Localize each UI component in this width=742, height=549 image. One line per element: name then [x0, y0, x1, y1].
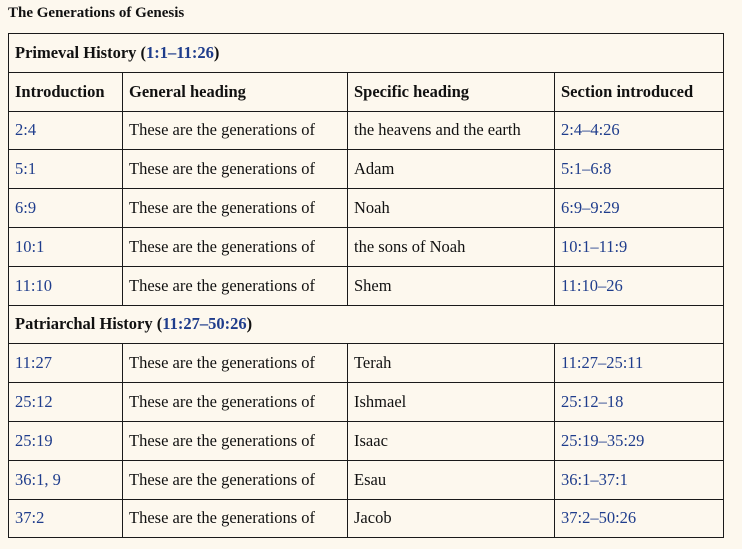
general-heading-cell: These are the generations of: [123, 344, 348, 383]
section-paren-close: ): [213, 42, 220, 62]
section-title-text: Primeval History: [15, 42, 137, 62]
header-general-heading: General heading: [123, 72, 348, 111]
table-row: [9, 344, 724, 383]
section-ref-link[interactable]: 11:27–25:11: [561, 353, 644, 373]
header-row: [9, 72, 724, 111]
table-row: [9, 499, 724, 538]
section-title-primeval: [9, 34, 724, 73]
table-row: [9, 383, 724, 422]
section-ref-link[interactable]: 6:9–9:29: [561, 198, 620, 218]
intro-ref-link[interactable]: 25:19: [15, 430, 53, 450]
intro-ref-cell: [9, 460, 123, 499]
intro-ref-link[interactable]: 2:4: [15, 120, 37, 140]
intro-ref-cell: [9, 189, 123, 228]
section-ref-cell: [555, 227, 724, 266]
section-ref-cell: [555, 460, 724, 499]
section-ref-cell: [555, 421, 724, 460]
section-title-patriarchal: [9, 305, 724, 344]
section-ref-cell: [555, 189, 724, 228]
intro-ref-cell: [9, 344, 123, 383]
general-heading-cell: These are the generations of: [123, 499, 348, 538]
intro-ref-link[interactable]: 11:27: [15, 353, 52, 373]
section-ref-cell: [555, 499, 724, 538]
header-introduction: Introduction: [9, 72, 123, 111]
table-caption: The Generations of Genesis: [8, 5, 185, 21]
general-heading-cell: These are the generations of: [123, 227, 348, 266]
intro-ref-cell: [9, 499, 123, 538]
table-body: [9, 34, 724, 538]
general-heading-cell: These are the generations of: [123, 189, 348, 228]
section-ref-cell: [555, 111, 724, 150]
specific-heading-cell: Isaac: [348, 421, 555, 460]
section-ref-cell: [555, 266, 724, 305]
specific-heading-cell: Jacob: [348, 499, 555, 538]
intro-ref-link[interactable]: 11:10: [15, 275, 52, 295]
section-range-link[interactable]: 11:27–50:26: [162, 314, 247, 334]
section-paren-open: (: [152, 314, 163, 334]
section-ref-link[interactable]: 2:4–4:26: [561, 120, 620, 140]
section-ref-cell: [555, 150, 724, 189]
intro-ref-link[interactable]: 25:12: [15, 392, 53, 412]
section-row-patriarchal: [9, 305, 724, 344]
section-range-link[interactable]: 1:1–11:26: [146, 42, 214, 62]
section-row-primeval: [9, 34, 724, 73]
section-paren-open: (: [136, 42, 147, 62]
section-ref-link[interactable]: 5:1–6:8: [561, 159, 612, 179]
table-row: [9, 460, 724, 499]
specific-heading-cell: Noah: [348, 189, 555, 228]
table-row: [9, 421, 724, 460]
general-heading-cell: These are the generations of: [123, 421, 348, 460]
intro-ref-cell: [9, 150, 123, 189]
general-heading-cell: These are the generations of: [123, 111, 348, 150]
intro-ref-link[interactable]: 10:1: [15, 236, 45, 256]
specific-heading-cell: the sons of Noah: [348, 227, 555, 266]
intro-ref-cell: [9, 266, 123, 305]
header-section-introduced: Section introduced: [555, 72, 724, 111]
generations-table: [8, 33, 724, 538]
specific-heading-cell: Esau: [348, 460, 555, 499]
general-heading-cell: These are the generations of: [123, 383, 348, 422]
intro-ref-link[interactable]: 37:2: [15, 508, 45, 528]
section-ref-cell: [555, 344, 724, 383]
section-ref-link[interactable]: 25:12–18: [561, 392, 624, 412]
section-paren-close: ): [246, 314, 253, 334]
specific-heading-cell: Shem: [348, 266, 555, 305]
section-ref-link[interactable]: 11:10–26: [561, 275, 623, 295]
section-ref-cell: [555, 383, 724, 422]
general-heading-cell: These are the generations of: [123, 460, 348, 499]
section-ref-link[interactable]: 36:1–37:1: [561, 469, 628, 489]
section-ref-link[interactable]: 37:2–50:26: [561, 508, 637, 528]
intro-ref-cell: [9, 421, 123, 460]
intro-ref-cell: [9, 111, 123, 150]
general-heading-cell: These are the generations of: [123, 266, 348, 305]
section-title-text: Patriarchal History: [15, 314, 153, 334]
specific-heading-cell: Ishmael: [348, 383, 555, 422]
intro-ref-link[interactable]: 6:9: [15, 198, 37, 218]
table-row: [9, 111, 724, 150]
table-row: [9, 150, 724, 189]
table-row: [9, 227, 724, 266]
section-ref-link[interactable]: 25:19–35:29: [561, 430, 645, 450]
section-ref-link[interactable]: 10:1–11:9: [561, 236, 628, 256]
general-heading-cell: These are the generations of: [123, 150, 348, 189]
table-row: [9, 189, 724, 228]
intro-ref-link[interactable]: 36:1, 9: [15, 469, 61, 489]
specific-heading-cell: Adam: [348, 150, 555, 189]
intro-ref-cell: [9, 227, 123, 266]
intro-ref-cell: [9, 383, 123, 422]
intro-ref-link[interactable]: 5:1: [15, 159, 37, 179]
header-specific-heading: Specific heading: [348, 72, 555, 111]
specific-heading-cell: Terah: [348, 344, 555, 383]
specific-heading-cell: the heavens and the earth: [348, 111, 555, 150]
table-row: [9, 266, 724, 305]
